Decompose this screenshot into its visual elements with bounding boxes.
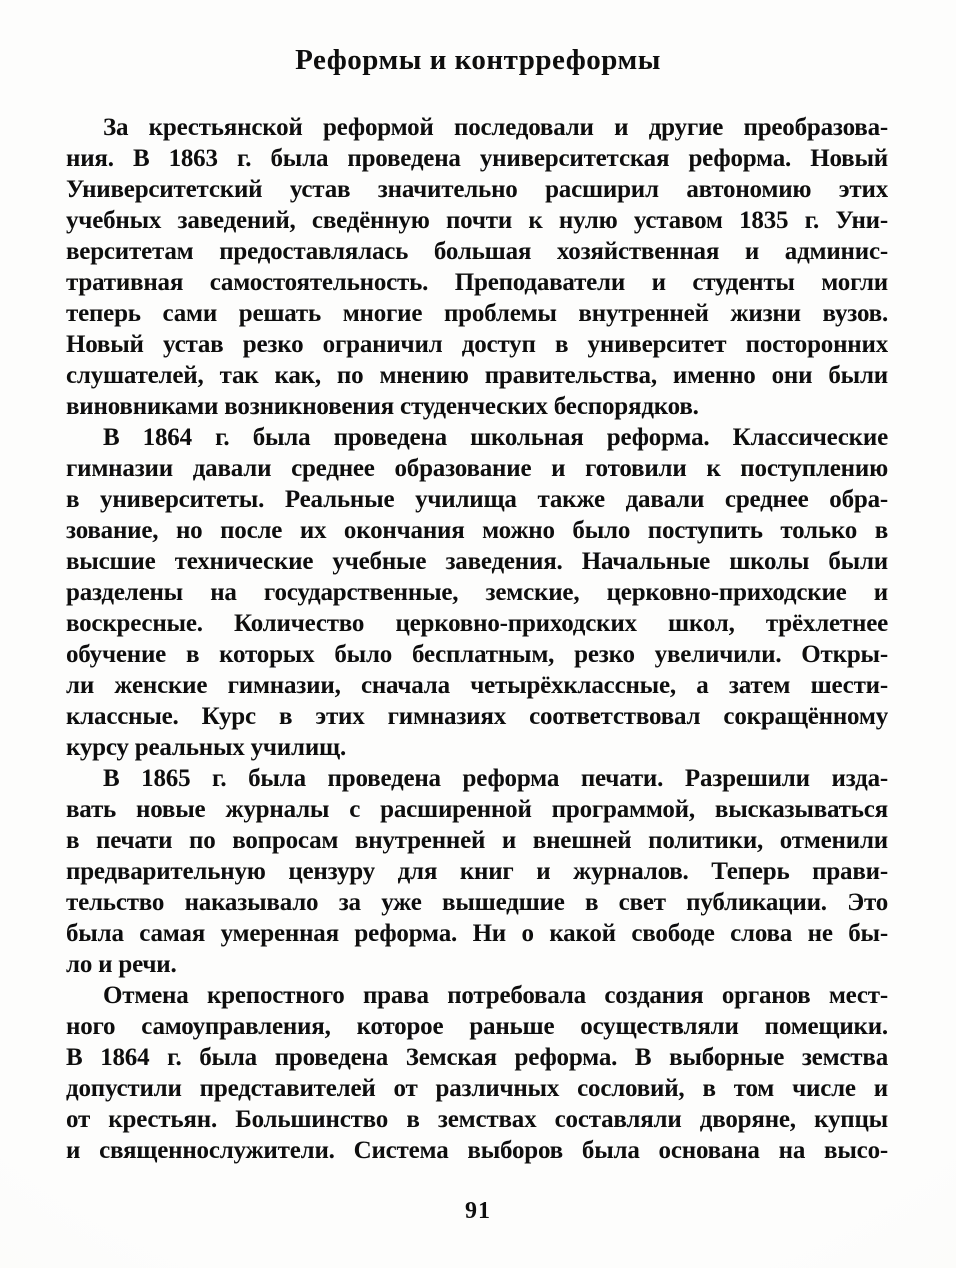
text-line: гимназии давали среднее образование и готовили к поступлению (66, 455, 888, 482)
text-line: За крестьянской реформой последовали и другие преобразова- (103, 114, 888, 141)
text-line: учебных заведений, сведённую почти к нулю уставом 1835 г. Уни- (66, 207, 888, 234)
text-line: тельство наказывало за уже вышедшие в свет публикации. Это (66, 889, 888, 916)
text-line: зование, но после их окончания можно было поступить только в (66, 517, 888, 544)
text-line: ло и речи. (66, 951, 177, 978)
text-line: В 1865 г. была проведена реформа печати. Разрешили изда- (103, 765, 888, 792)
text-line: тративная самостоятельность. Преподаватели и студенты могли (66, 269, 888, 296)
text-line: в печати по вопросам внутренней и внешней политики, отменили (66, 827, 888, 854)
text-line: обучение в которых было бесплатным, резко увеличили. Откры- (66, 641, 888, 668)
text-line: разделены на государственные, земские, церковно-приходские и (66, 579, 888, 606)
page-title: Реформы и контрреформы (295, 44, 661, 76)
body-text (66, 112, 888, 1166)
text-line: в университеты. Реальные училища также давали среднее обра- (66, 486, 888, 513)
text-line: была самая умеренная реформа. Ни о какой свободе слова не бы- (66, 920, 888, 947)
text-line: от крестьян. Большинство в земствах составляли дворяне, купцы (66, 1106, 888, 1133)
text-line: теперь сами решать многие проблемы внутренней жизни вузов. (66, 300, 888, 327)
text-line: предварительную цензуру для книг и журналов. Теперь прави- (66, 858, 888, 885)
paragraph (66, 422, 888, 763)
text-line: виновниками возникновения студенческих беспорядков. (66, 393, 699, 420)
text-line: В 1864 г. была проведена Земская реформа. В выборные земства (66, 1044, 888, 1071)
text-line: Отмена крепостного права потребовала создания органов мест- (103, 982, 888, 1009)
text-line: курсу реальных училищ. (66, 734, 346, 761)
text-line: классные. Курс в этих гимназиях соответствовал сокращённому (66, 703, 888, 730)
text-line: Новый устав резко ограничил доступ в университет посторонних (66, 331, 888, 358)
text-line: верситетам предоставлялась большая хозяйственная и админис- (66, 238, 888, 265)
paragraph (66, 980, 888, 1166)
text-line: ния. В 1863 г. была проведена университетская реформа. Новый (66, 145, 888, 172)
text-line: ли женские гимназии, сначала четырёхклассные, а затем шести- (66, 672, 888, 699)
paragraph (66, 763, 888, 980)
text-line: Университетский устав значительно расширил автономию этих (66, 176, 888, 203)
paragraph (66, 112, 888, 422)
page-number: 91 (465, 1198, 491, 1224)
text-line: ного самоуправления, которое раньше осуществляли помещики. (66, 1013, 888, 1040)
text-line: допустили представителей от различных сословий, в том числе и (66, 1075, 888, 1102)
text-line: слушателей, так как, по мнению правительства, именно они были (66, 362, 888, 389)
text-line: вать новые журналы с расширенной программой, высказываться (66, 796, 888, 823)
text-line: и священнослужители. Система выборов была основана на высо- (66, 1137, 888, 1164)
text-line: воскресные. Количество церковно-приходских школ, трёхлетнее (66, 610, 888, 637)
text-line: В 1864 г. была проведена школьная реформа. Классические (103, 424, 888, 451)
text-line: высшие технические учебные заведения. Начальные школы были (66, 548, 888, 575)
